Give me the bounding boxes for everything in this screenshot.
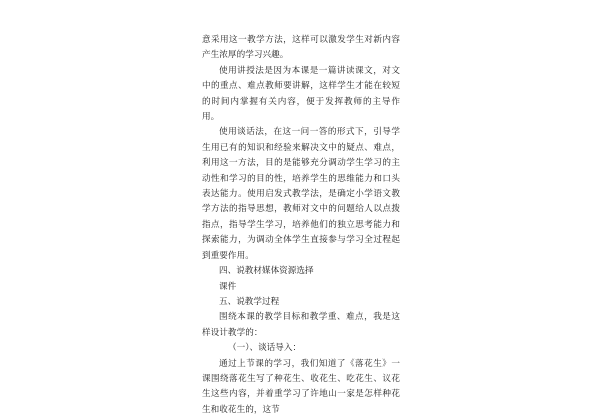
paragraph-lecture-method: 使用讲授法是因为本课是一篇讲读课文，对文中的重点、难点教师要讲解，这样学生才能在较短的时间内掌握有关内容，便于发挥教师的主导作用。 — [202, 65, 400, 123]
paragraph-discussion-method: 使用谈话法，在这一问一答的形式下，引导学生用已有的知识和经验来解决文中的疑点、难点，利用这一方法，目的是能够充分调动学生学习的主动性和学习的目的性，培养学生的思维能力和口头表达能力。使用启发式教学法，是确定小学语文教学方法的指导思想，教师对文中的问题给人以点拨指点，指导学生学习，培养他们的独立思考能力和探索能力，为调动全体学生直接参与学习全过程起到重要作用。 — [202, 127, 400, 261]
section-4-heading: 四、说教材媒体资源选择 — [219, 266, 314, 277]
subsection-1-heading: （一）、谈话导入： — [228, 343, 302, 354]
section-4-item: 课件 — [219, 281, 237, 292]
section-5-heading: 五、说教学过程 — [219, 296, 280, 307]
subsection-1-text: 通过上节课的学习，我们知道了《落花生》一课围绕落花生写了种花生、收花生、吃花生、议花生这些内容，并着重学习了许地山一家是怎样种花生和收花生的，这节 — [202, 358, 400, 415]
text-column — [202, 33, 400, 418]
paragraph-teaching-method-intro: 意采用这一教学方法，这样可以激发学生对新内容产生浓厚的学习兴趣。 — [202, 35, 400, 61]
section-5-intro: 围绕本课的教学目标和教学重、难点，我是这样设计教学的： — [202, 312, 400, 338]
